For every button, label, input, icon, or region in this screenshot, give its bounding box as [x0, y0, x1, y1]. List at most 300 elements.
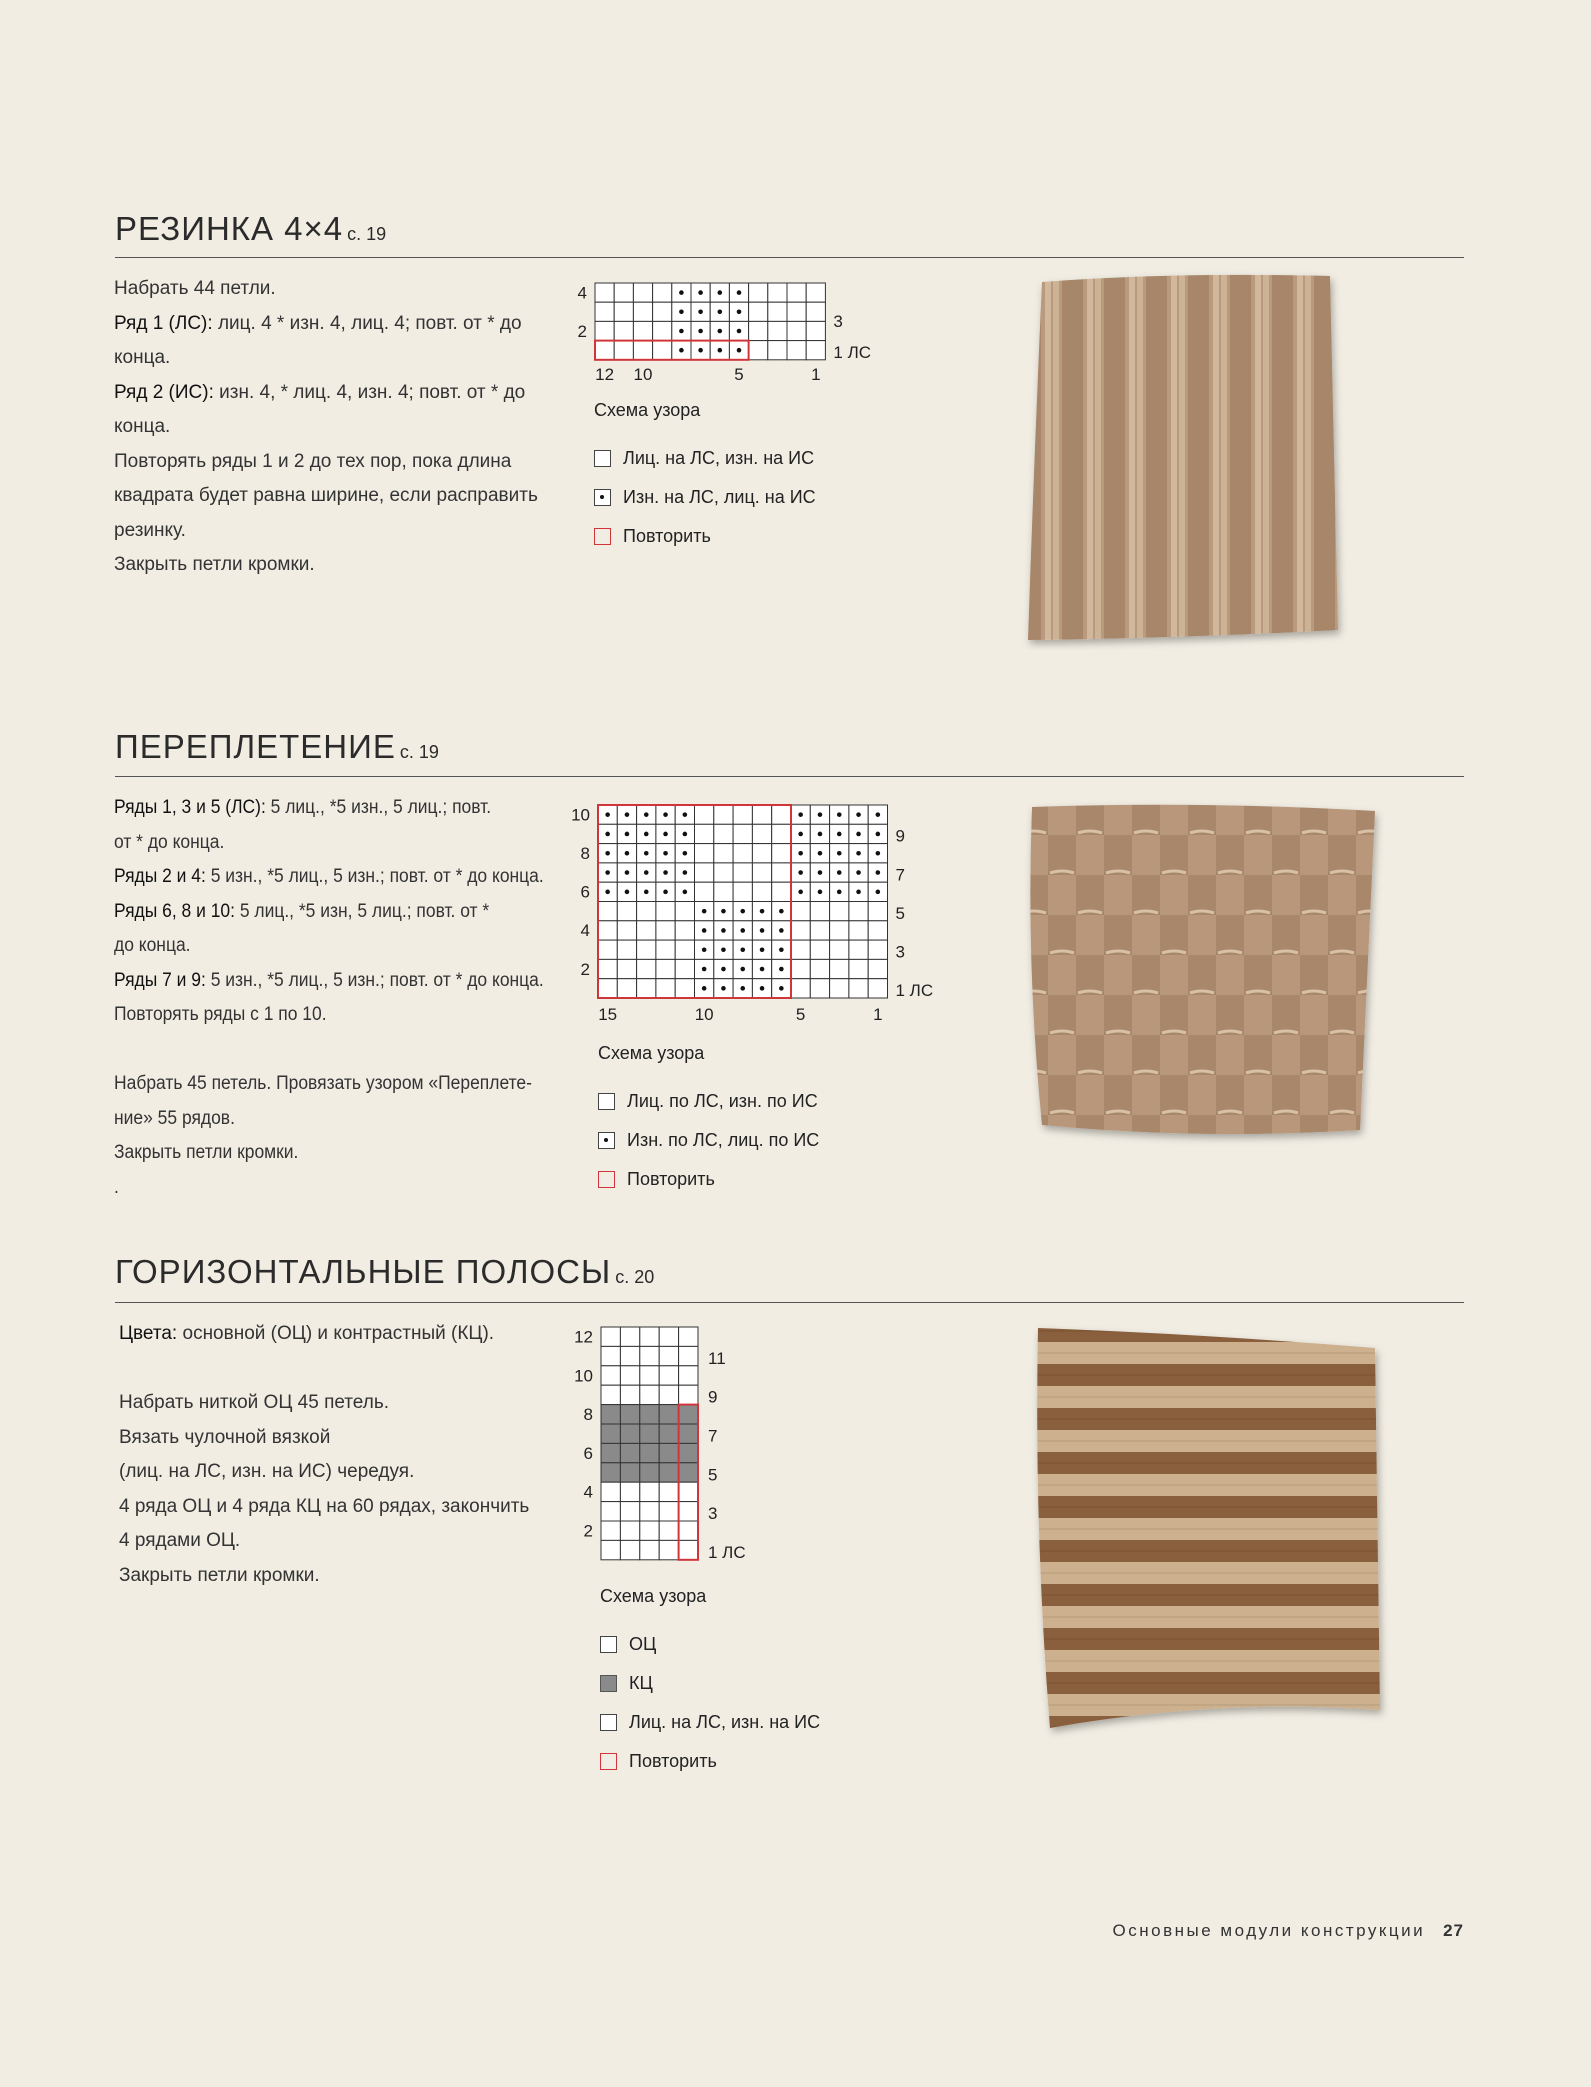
chart-cell — [787, 283, 806, 302]
chart-label: 8 — [583, 1405, 593, 1425]
chart-cell — [733, 882, 752, 901]
instruction-row-label: Ряды 2 и 4: — [114, 866, 206, 887]
empty-square-icon — [594, 450, 611, 467]
chart-cell — [868, 902, 887, 921]
purl-dot — [740, 947, 745, 952]
purl-dot — [683, 812, 688, 817]
instruction-row-label: Ряды 1, 3 и 5 (ЛС): — [114, 797, 266, 818]
chart-cell — [772, 805, 791, 824]
dot-square-icon — [594, 489, 611, 506]
chart-cell — [640, 1482, 659, 1501]
chart-cell — [679, 1463, 698, 1482]
chart-cell — [620, 1366, 639, 1385]
chart-cell — [679, 1405, 698, 1424]
purl-dot — [663, 832, 668, 837]
purl-dot — [856, 851, 861, 856]
chart-cell — [640, 1502, 659, 1521]
chart-cell — [695, 824, 714, 843]
purl-dot — [718, 310, 723, 315]
chart-cell — [659, 1327, 678, 1346]
chart-cell — [695, 805, 714, 824]
purl-dot — [737, 310, 742, 315]
purl-dot — [625, 890, 630, 895]
purl-dot — [702, 986, 707, 991]
chart-cell — [659, 1424, 678, 1443]
chart-cell — [637, 959, 656, 978]
chart-cell — [620, 1482, 639, 1501]
chart-cell — [601, 1443, 620, 1462]
purl-dot — [663, 812, 668, 817]
chart-label: 6 — [580, 882, 590, 902]
empty-square-icon — [598, 1093, 615, 1110]
chart-cell — [653, 321, 672, 340]
purl-dot — [818, 832, 823, 837]
instruction-row-label: Ряд 2 (ИС): — [114, 381, 214, 403]
chart-cell — [849, 959, 868, 978]
chart-cell — [675, 979, 694, 998]
chart-cell — [791, 921, 810, 940]
chart-cell — [679, 1385, 698, 1404]
chart-cell — [749, 283, 768, 302]
chart-label: 3 — [708, 1504, 718, 1524]
dot-square-icon — [598, 1132, 615, 1149]
chart-label: 8 — [580, 844, 590, 864]
chart-cell — [617, 959, 636, 978]
chart-cell — [640, 1540, 659, 1559]
red-square-icon — [600, 1753, 617, 1770]
chart-cell — [659, 1366, 678, 1385]
purl-dot — [679, 348, 684, 353]
chart-cell — [637, 940, 656, 959]
chart-label: 5 — [795, 1005, 806, 1024]
purl-dot — [625, 870, 630, 875]
purl-dot — [740, 967, 745, 972]
chart-cell — [695, 863, 714, 882]
chart-cell — [768, 321, 787, 340]
purl-dot — [718, 329, 723, 334]
chart-label: 3 — [895, 942, 905, 962]
chart-cell — [787, 321, 806, 340]
chart-cell — [614, 283, 633, 302]
chart-cell — [598, 959, 617, 978]
chart-cell — [830, 959, 849, 978]
purl-dot — [837, 890, 842, 895]
chart-label: 1 — [873, 1005, 883, 1024]
chart-cell — [620, 1540, 639, 1559]
purl-dot — [679, 329, 684, 334]
section-divider — [115, 776, 1464, 777]
purl-dot — [779, 947, 784, 952]
chart-cell — [640, 1463, 659, 1482]
chart-cell — [830, 979, 849, 998]
chart-cell — [768, 302, 787, 321]
chart-cell — [752, 882, 771, 901]
chart-cell — [601, 1502, 620, 1521]
purl-dot — [625, 851, 630, 856]
chart-cell — [679, 1540, 698, 1559]
purl-dot — [876, 851, 881, 856]
chart-cell — [637, 902, 656, 921]
chart-label: 4 — [580, 921, 590, 941]
chart-cell — [659, 1463, 678, 1482]
chart-cell — [601, 1424, 620, 1443]
chart-cell — [617, 921, 636, 940]
swatch-photo-rib — [1020, 270, 1360, 650]
purl-dot — [702, 967, 707, 972]
chart-cell — [614, 321, 633, 340]
purl-dot — [698, 348, 703, 353]
purl-dot — [798, 870, 803, 875]
instruction-line: квадрата будет равна ширине, если расправить — [114, 485, 538, 506]
chart-cell — [679, 1327, 698, 1346]
chart-cell — [806, 341, 825, 360]
chart-cell — [772, 882, 791, 901]
chart-cell — [653, 283, 672, 302]
chart-cell — [601, 1327, 620, 1346]
chart-cell — [791, 959, 810, 978]
chart-cell — [656, 979, 675, 998]
chart-cell — [637, 921, 656, 940]
purl-dot — [698, 329, 703, 334]
chart-cell — [752, 863, 771, 882]
section-title-rib — [115, 210, 386, 248]
chart-label: 7 — [895, 865, 905, 885]
chart-cell — [679, 1424, 698, 1443]
purl-dot — [605, 890, 610, 895]
instruction-line: Закрыть петли кромки. — [114, 1142, 299, 1163]
chart-label: 2 — [583, 1521, 593, 1541]
chart-cell — [601, 1482, 620, 1501]
page-ref: с. 19 — [399, 742, 439, 762]
instruction-line: Набрать ниткой ОЦ 45 петель. — [119, 1392, 389, 1413]
purl-dot — [818, 890, 823, 895]
legend-item-knit: Лиц. по ЛС, изн. по ИС — [598, 1082, 819, 1121]
chart-cell — [733, 805, 752, 824]
chart-cell — [675, 921, 694, 940]
purl-dot — [702, 928, 707, 933]
chart-cell — [772, 824, 791, 843]
chart-cell — [659, 1502, 678, 1521]
chart-cell — [601, 1346, 620, 1365]
instruction-line: 4 рядами ОЦ. — [119, 1530, 241, 1551]
instruction-line: конца. — [114, 347, 171, 368]
purl-dot — [760, 928, 765, 933]
chart-cell — [620, 1463, 639, 1482]
page-ref: с. 20 — [615, 1267, 655, 1287]
chart-cell — [868, 921, 887, 940]
purl-dot — [702, 947, 707, 952]
chart-cell — [714, 882, 733, 901]
chart-cell — [791, 979, 810, 998]
chart-cell — [679, 1443, 698, 1462]
instruction-line: Цвета: основной (ОЦ) и контрастный (КЦ). — [119, 1323, 495, 1344]
chart-cell — [810, 940, 829, 959]
legend-title: Схема узора — [594, 400, 701, 420]
purl-dot — [798, 890, 803, 895]
purl-dot — [740, 928, 745, 933]
purl-dot — [818, 812, 823, 817]
purl-dot — [721, 928, 726, 933]
purl-dot — [737, 290, 742, 295]
purl-dot — [779, 967, 784, 972]
chart-cell — [675, 940, 694, 959]
chart-cell — [791, 902, 810, 921]
chart-cell — [620, 1521, 639, 1540]
chart-label: 7 — [708, 1426, 718, 1446]
legend-item-purl: Изн. по ЛС, лиц. по ИС — [598, 1121, 819, 1160]
chart-cell — [749, 302, 768, 321]
chart-cell — [787, 341, 806, 360]
legend-item-repeat: Повторить — [594, 517, 816, 556]
instructions-rib — [114, 272, 538, 583]
legend-item-repeat: Повторить — [600, 1742, 820, 1781]
instruction-line: Повторять ряды 1 и 2 до тех пор, пока длина — [114, 450, 512, 472]
instruction-line — [119, 1352, 529, 1387]
chart-cell — [806, 283, 825, 302]
chart-cell — [595, 283, 614, 302]
chart-cell — [675, 959, 694, 978]
chart-cell — [679, 1502, 698, 1521]
chart-label: 3 — [833, 312, 843, 332]
chart-cell — [714, 824, 733, 843]
footer-text: Основные модули конструкции — [1112, 1921, 1426, 1940]
empty-square-icon — [600, 1714, 617, 1731]
purl-dot — [876, 812, 881, 817]
section-title-text: РЕЗИНКА 4×4 — [115, 210, 344, 247]
purl-dot — [663, 851, 668, 856]
chart-cell — [849, 902, 868, 921]
legend-item-main-color: ОЦ — [600, 1625, 820, 1664]
chart-cell — [791, 940, 810, 959]
purl-dot — [644, 851, 649, 856]
chart-cell — [659, 1443, 678, 1462]
purl-dot — [760, 909, 765, 914]
purl-dot — [718, 348, 723, 353]
chart-cell — [830, 940, 849, 959]
chart-cell — [849, 979, 868, 998]
empty-square-icon — [600, 1636, 617, 1653]
legend-title: Схема узора — [600, 1586, 707, 1606]
purl-dot — [779, 986, 784, 991]
purl-dot — [663, 890, 668, 895]
chart-cell — [601, 1463, 620, 1482]
chart-cell — [598, 921, 617, 940]
chart-cell — [640, 1521, 659, 1540]
chart-label: 5 — [895, 903, 905, 923]
chart-cell — [620, 1327, 639, 1346]
instructions-weave — [114, 791, 582, 1205]
chart-cell — [752, 844, 771, 863]
instruction-row-label: Ряды 7 и 9: — [114, 969, 206, 991]
chart-cell — [640, 1327, 659, 1346]
chart-cell — [868, 940, 887, 959]
chart-cell — [595, 321, 614, 340]
page-number: 27 — [1443, 1921, 1464, 1940]
chart-cell — [617, 979, 636, 998]
chart-cell — [601, 1385, 620, 1404]
purl-dot — [760, 947, 765, 952]
chart-cell — [595, 341, 614, 360]
purl-dot — [837, 851, 842, 856]
chart-cell — [749, 341, 768, 360]
purl-dot — [740, 986, 745, 991]
chart-cell — [749, 321, 768, 340]
chart-cell — [695, 844, 714, 863]
instruction-line: резинку. — [114, 519, 186, 541]
chart-cell — [868, 979, 887, 998]
instruction-line: . — [114, 1176, 119, 1198]
chart-cell — [695, 882, 714, 901]
chart-label: 10 — [574, 1366, 593, 1386]
purl-dot — [698, 290, 703, 295]
purl-dot — [679, 290, 684, 295]
chart-cell — [810, 921, 829, 940]
instruction-line: 4 ряда ОЦ и 4 ряда КЦ на 60 рядах, закончить — [119, 1495, 530, 1517]
chart-cell — [679, 1346, 698, 1365]
purl-dot — [663, 870, 668, 875]
purl-dot — [683, 870, 688, 875]
chart-weave — [566, 795, 946, 1030]
purl-dot — [837, 832, 842, 837]
chart-cell — [595, 302, 614, 321]
instruction-line: Ряды 6, 8 и 10: 5 лиц., *5 изн, 5 лиц.; повт. от * — [114, 900, 490, 922]
chart-cell — [620, 1346, 639, 1365]
chart-cell — [772, 844, 791, 863]
instruction-line: Набрать 44 петли. — [114, 278, 276, 299]
chart-cell — [679, 1482, 698, 1501]
chart-cell — [849, 940, 868, 959]
instruction-line: Закрыть петли кромки. — [119, 1564, 320, 1586]
chart-cell — [620, 1405, 639, 1424]
chart-cell — [752, 805, 771, 824]
purl-dot — [683, 890, 688, 895]
chart-cell — [733, 844, 752, 863]
section-title-stripes — [115, 1253, 654, 1291]
purl-dot — [760, 986, 765, 991]
chart-cell — [620, 1424, 639, 1443]
chart-cell — [679, 1521, 698, 1540]
purl-dot — [737, 348, 742, 353]
purl-dot — [856, 870, 861, 875]
chart-cell — [656, 902, 675, 921]
grey-square-icon — [600, 1675, 617, 1692]
chart-label: 1 ЛС — [708, 1542, 746, 1562]
purl-dot — [605, 870, 610, 875]
chart-cell — [806, 321, 825, 340]
red-square-icon — [594, 528, 611, 545]
purl-dot — [798, 851, 803, 856]
purl-dot — [798, 832, 803, 837]
legend-weave — [598, 1043, 819, 1199]
purl-dot — [818, 870, 823, 875]
page-ref: с. 19 — [347, 224, 387, 244]
purl-dot — [702, 909, 707, 914]
chart-cell — [659, 1540, 678, 1559]
section-title-weave — [115, 728, 439, 766]
chart-label: 6 — [583, 1443, 593, 1463]
instruction-line — [114, 1033, 544, 1068]
chart-cell — [614, 302, 633, 321]
purl-dot — [856, 812, 861, 817]
section-divider — [115, 257, 1464, 258]
chart-cell — [787, 302, 806, 321]
chart-cell — [659, 1385, 678, 1404]
chart-label: 9 — [895, 826, 905, 846]
purl-dot — [605, 832, 610, 837]
chart-label: 2 — [577, 321, 587, 341]
instruction-line: Вязать чулочной вязкой — [119, 1426, 331, 1448]
chart-cell — [640, 1405, 659, 1424]
purl-dot — [683, 832, 688, 837]
chart-cell — [598, 979, 617, 998]
instruction-line: от * до конца. — [114, 831, 225, 853]
chart-cell — [679, 1366, 698, 1385]
chart-cell — [659, 1405, 678, 1424]
chart-cell — [772, 863, 791, 882]
purl-dot — [605, 851, 610, 856]
chart-label: 12 — [574, 1327, 593, 1347]
purl-dot — [876, 870, 881, 875]
chart-cell — [849, 921, 868, 940]
purl-dot — [760, 967, 765, 972]
chart-cell — [733, 863, 752, 882]
chart-cell — [601, 1521, 620, 1540]
chart-cell — [659, 1482, 678, 1501]
chart-cell — [656, 940, 675, 959]
chart-cell — [617, 902, 636, 921]
legend-stripes — [600, 1586, 820, 1781]
purl-dot — [644, 890, 649, 895]
chart-cell — [617, 940, 636, 959]
instruction-line: Ряд 2 (ИС): изн. 4, * лиц. 4, изн. 4; повт. от * до — [114, 381, 526, 403]
legend-item-knit: Лиц. на ЛС, изн. на ИС — [600, 1703, 820, 1742]
purl-dot — [837, 812, 842, 817]
chart-label: 1 — [811, 364, 821, 384]
legend-item-purl: Изн. на ЛС, лиц. на ИС — [594, 478, 816, 517]
instruction-line: Закрыть петли кромки. — [114, 554, 315, 575]
purl-dot — [837, 870, 842, 875]
chart-cell — [640, 1443, 659, 1462]
chart-label: 12 — [595, 364, 615, 384]
chart-stripes — [566, 1323, 766, 1573]
chart-cell — [598, 902, 617, 921]
instruction-row-label: Ряд 1 (ЛС): — [114, 312, 213, 334]
chart-cell — [601, 1405, 620, 1424]
chart-cell — [768, 283, 787, 302]
instruction-row-label: Цвета: — [119, 1323, 178, 1344]
chart-cell — [656, 921, 675, 940]
purl-dot — [625, 812, 630, 817]
chart-cell — [640, 1366, 659, 1385]
purl-dot — [721, 947, 726, 952]
chart-rib — [566, 275, 886, 395]
chart-label: 11 — [708, 1348, 726, 1368]
instruction-line: Набрать 45 петель. Провязать узором «Переплете- — [114, 1073, 532, 1094]
purl-dot — [644, 812, 649, 817]
purl-dot — [740, 909, 745, 914]
chart-cell — [653, 302, 672, 321]
chart-cell — [620, 1502, 639, 1521]
chart-cell — [640, 1424, 659, 1443]
legend-title: Схема узора — [598, 1043, 705, 1063]
purl-dot — [779, 909, 784, 914]
legend-item-contrast-color: КЦ — [600, 1664, 820, 1703]
chart-label: 15 — [598, 1005, 618, 1024]
chart-cell — [656, 959, 675, 978]
chart-cell — [810, 902, 829, 921]
instruction-line: конца. — [114, 416, 171, 437]
chart-label: 1 ЛС — [895, 981, 934, 1001]
